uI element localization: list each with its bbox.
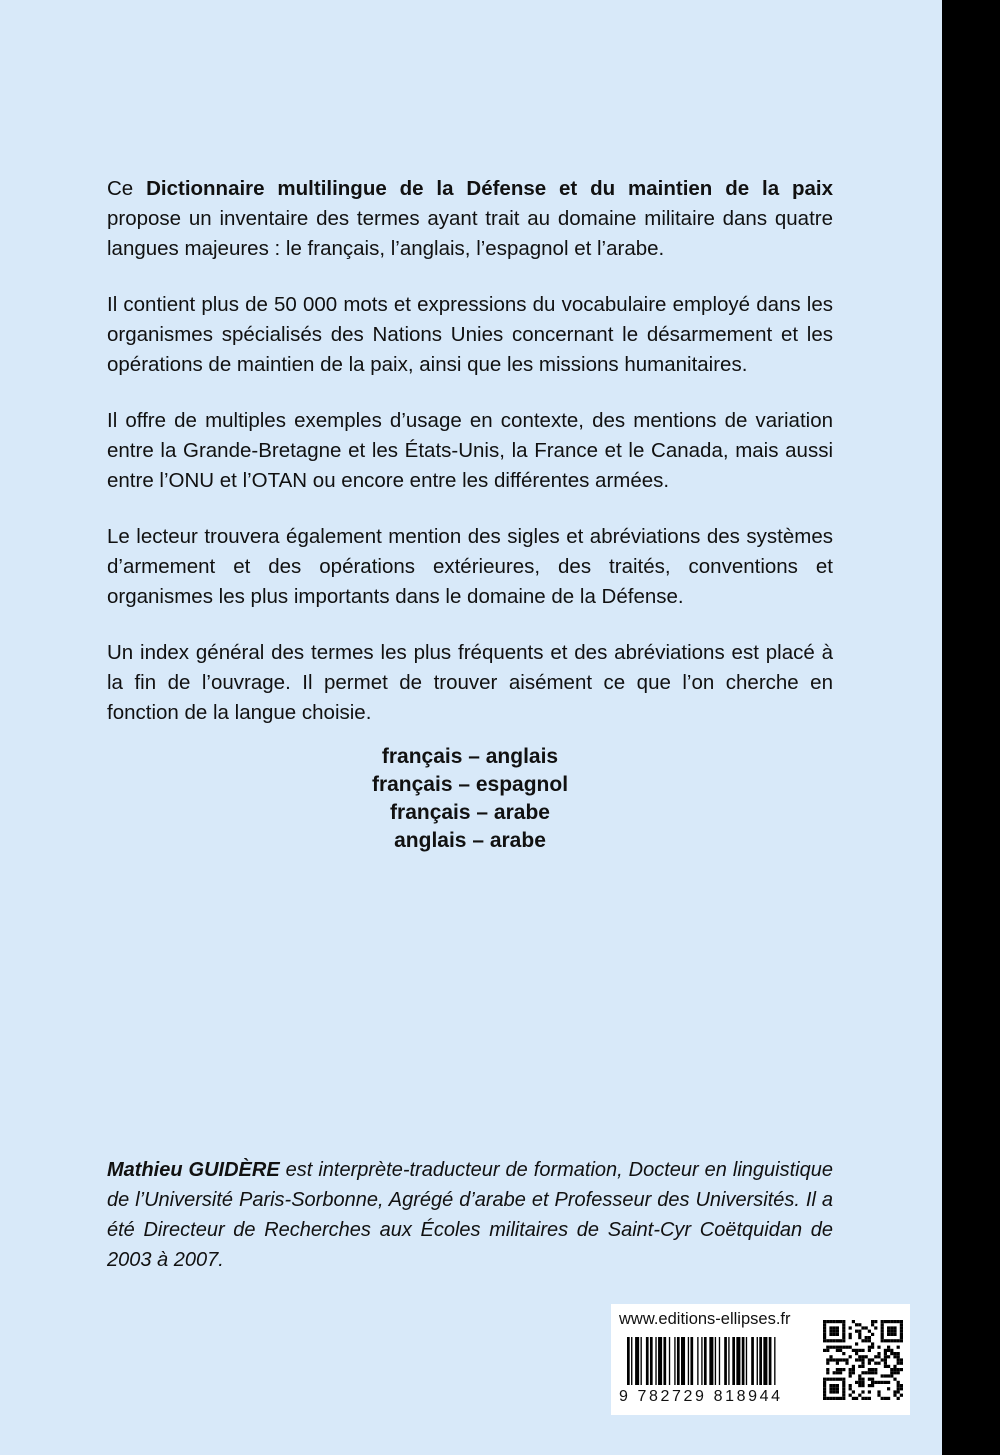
author-bio [107,1155,833,1275]
paragraph-abbreviations: Le lecteur trouvera également mention des sigles et abréviations des systèmes d’armement et des opérations extérieures, des traités, conventions et organismes les plus importants dans le domaine de la Défense. [107,525,833,608]
intro-rest: propose un inventaire des termes ayant trait au domaine militaire dans quatre langues majeures : le français, l’anglais, l’espagnol et l’arabe. [107,207,833,260]
author-bio-text: est interprète-traducteur de formation, Docteur en linguistique de l’Université Paris-Sorbonne, Agrégé d’arabe et Professeur des Universités. Il a été Directeur de Recherches aux Écoles militaires de Saint-Cyr Coëtquidan de 2003 à 2007. [107,1159,833,1271]
paragraph-examples: Il offre de multiples exemples d’usage en contexte, des mentions de variation entre la Grande-Bretagne et les États-Unis, la France et le Canada, mais aussi entre l’ONU et l’OTAN ou encore entre les différentes armées. [107,409,833,492]
language-pair: français – espagnol [371,773,569,796]
author-name: Mathieu GUIDÈRE [107,1159,280,1181]
description-text [107,174,833,754]
book-title: Dictionnaire multilingue de la Défense et du maintien de la paix [146,177,833,200]
qr-code [823,1310,903,1410]
intro-lead: Ce [107,177,134,200]
publisher-url: www.editions-ellipses.fr [619,1310,791,1328]
barcode-panel [611,1304,910,1415]
language-pairs [270,743,670,855]
isbn-digits: 9 782729 818944 [619,1388,783,1405]
language-pair: français – anglais [381,745,559,768]
isbn-barcode [621,1337,817,1387]
paragraph-contents: Il contient plus de 50 000 mots et expressions du vocabulaire employé dans les organismes spécialisés des Nations Unies concernant le désarmement et les opérations de maintien de la paix, ainsi que les missions humanitaires. [107,293,833,376]
intro-paragraph [107,174,833,264]
language-pair: français – arabe [390,801,550,824]
book-spine [942,0,1000,1455]
paragraph-index: Un index général des termes les plus fréquents et des abréviations est placé à la fin de l’ouvrage. Il permet de trouver aisément ce que l’on cherche en fonction de la langue choisie. [107,641,833,724]
language-pair: anglais – arabe [394,829,546,852]
